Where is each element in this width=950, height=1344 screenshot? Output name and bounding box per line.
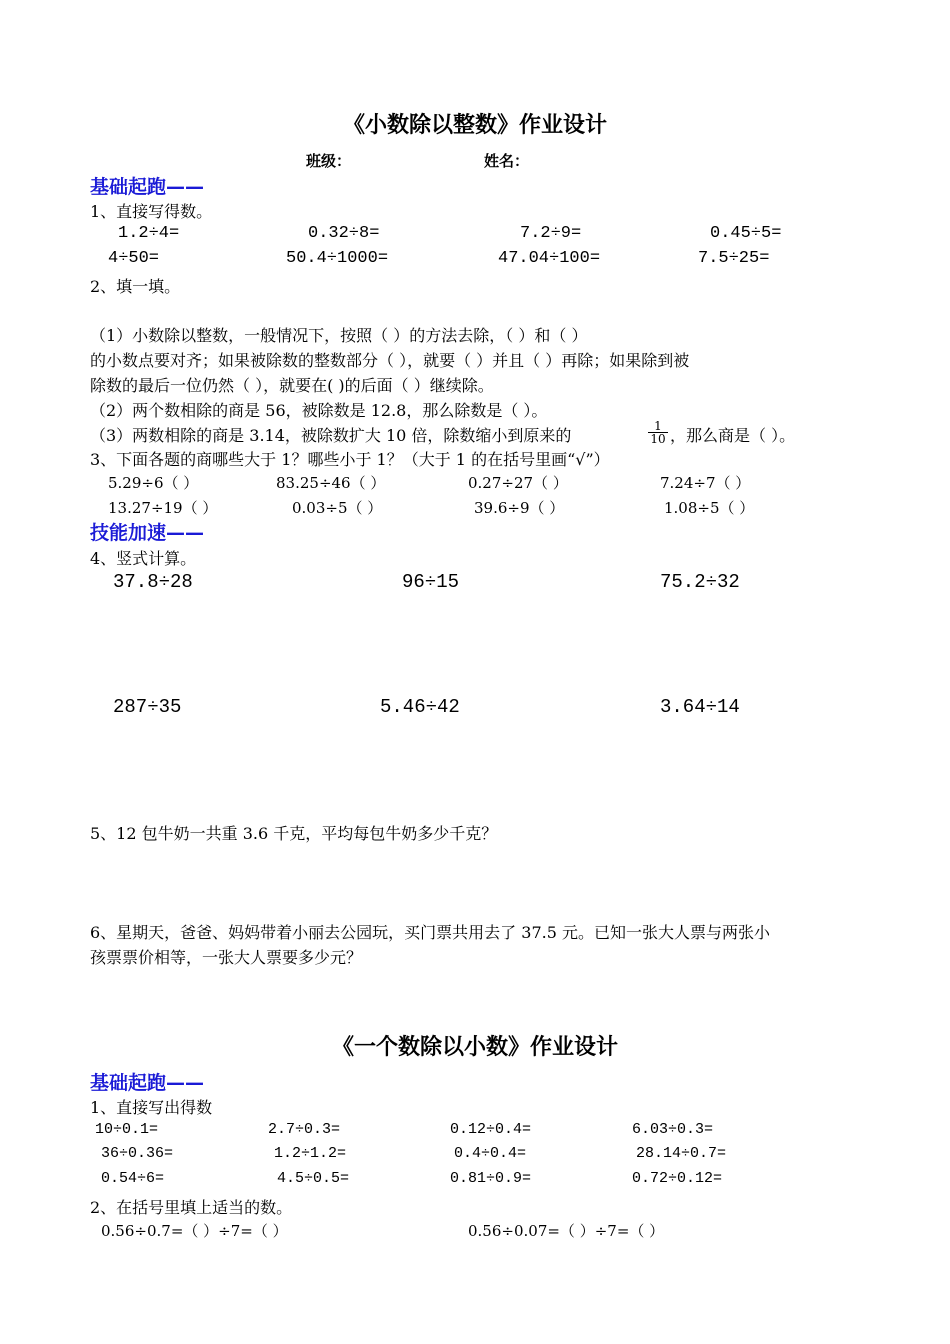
q2-fill-line: （2）两个数相除的商是 56，被除数是 12.8，那么除数是（ ）。 [90, 401, 548, 420]
doc2-q1-item: 10÷0.1= [95, 1121, 159, 1138]
q3-item: 1.08÷5（ ） [664, 499, 755, 517]
q1-item: 7.5÷25= [698, 249, 770, 268]
q4-item: 37.8÷28 [113, 571, 193, 593]
q1-item: 47.04÷100= [498, 249, 601, 268]
q3-item: 7.24÷7（ ） [660, 474, 751, 492]
question-6-line: 6、星期天，爸爸、妈妈带着小丽去公园玩，买门票共用去了 37.5 元。已知一张大人票与两张小 [90, 923, 770, 942]
q1-item: 1.2÷4= [118, 224, 180, 243]
question-6-line: 孩票票价相等，一张大人票要多少元？ [90, 948, 363, 967]
name-label: 姓名： [484, 152, 530, 170]
q2-fill-line: （1）小数除以整数，一般情况下，按照（ ）的方法去除，（ ）和（ ） [90, 326, 588, 345]
q4-item: 3.64÷14 [660, 696, 740, 718]
doc2-q1-item: 4.5÷0.5= [277, 1170, 350, 1187]
q2-fill-line: 的小数点要对齐；如果被除数的整数部分（ ），就要（ ）并且（ ）再除；如果除到被 [90, 351, 690, 370]
q3-item: 39.6÷9（ ） [474, 499, 565, 517]
q2-fill-line: 除数的最后一位仍然（ ），就要在( )的后面（ ）继续除。 [90, 376, 494, 395]
q3-item: 5.29÷6（ ） [108, 474, 199, 492]
doc2-q2-item: 0.56÷0.07=（ ）÷7=（ ） [468, 1222, 665, 1240]
doc2-q1-item: 0.72÷0.12= [632, 1170, 723, 1187]
q1-item: 0.45÷5= [710, 224, 782, 243]
q3-item: 83.25÷46（ ） [276, 474, 386, 492]
q3-item: 13.27÷19（ ） [108, 499, 218, 517]
q3-item: 0.27÷27（ ） [468, 474, 568, 492]
question-1-title: 1、直接写得数。 [90, 202, 213, 221]
fraction-one-tenth [648, 420, 668, 445]
fraction-denominator: 10 [650, 432, 666, 446]
fraction-numerator: 1 [648, 420, 668, 433]
question-5: 5、12 包牛奶一共重 3.6 千克，平均每包牛奶多少千克？ [90, 824, 498, 843]
q4-item: 75.2÷32 [660, 571, 740, 593]
q2-fill-line-end: ，那么商是（ ）。 [670, 426, 796, 445]
q2-fill-line: （3）两数相除的商是 3.14，被除数扩大 10 倍，除数缩小到原来的 [90, 426, 572, 445]
q1-item: 0.32÷8= [308, 224, 380, 243]
section-basic-heading: 基础起跑—— [90, 176, 205, 198]
doc2-q2-item: 0.56÷0.7=（ ）÷7=（ ） [101, 1222, 288, 1240]
question-4-title: 4、竖式计算。 [90, 549, 197, 568]
doc2-q1-item: 0.4÷0.4= [454, 1145, 527, 1162]
page-title: 《小数除以整数》作业设计 [342, 113, 607, 138]
section-skill-heading: 技能加速—— [90, 522, 205, 544]
doc2-question-2-title: 2、在括号里填上适当的数。 [90, 1198, 293, 1217]
doc2-q1-item: 6.03÷0.3= [632, 1121, 714, 1138]
doc2-q1-item: 1.2÷1.2= [274, 1145, 347, 1162]
doc2-q1-item: 36÷0.36= [101, 1145, 174, 1162]
question-2-title: 2、填一填。 [90, 277, 181, 296]
page-title-2: 《一个数除以小数》作业设计 [331, 1035, 618, 1060]
q4-item: 5.46÷42 [380, 696, 460, 718]
doc2-q1-item: 0.12÷0.4= [450, 1121, 532, 1138]
q3-item: 0.03÷5（ ） [292, 499, 383, 517]
doc2-q1-item: 0.81÷0.9= [450, 1170, 532, 1187]
question-3-title: 3、下面各题的商哪些大于 1？哪些小于 1？（大于 1 的在括号里画“√”） [90, 450, 610, 469]
doc2-q1-item: 28.14÷0.7= [636, 1145, 727, 1162]
doc2-q1-item: 2.7÷0.3= [268, 1121, 341, 1138]
q1-item: 4÷50= [108, 249, 160, 268]
q4-item: 96÷15 [402, 571, 460, 593]
doc2-question-1-title: 1、直接写出得数 [90, 1098, 213, 1117]
q1-item: 7.2÷9= [520, 224, 582, 243]
q1-item: 50.4÷1000= [286, 249, 389, 268]
class-label: 班级： [306, 152, 352, 170]
section-basic-heading-2: 基础起跑—— [90, 1072, 205, 1094]
q4-item: 287÷35 [113, 696, 182, 718]
doc2-q1-item: 0.54÷6= [101, 1170, 165, 1187]
